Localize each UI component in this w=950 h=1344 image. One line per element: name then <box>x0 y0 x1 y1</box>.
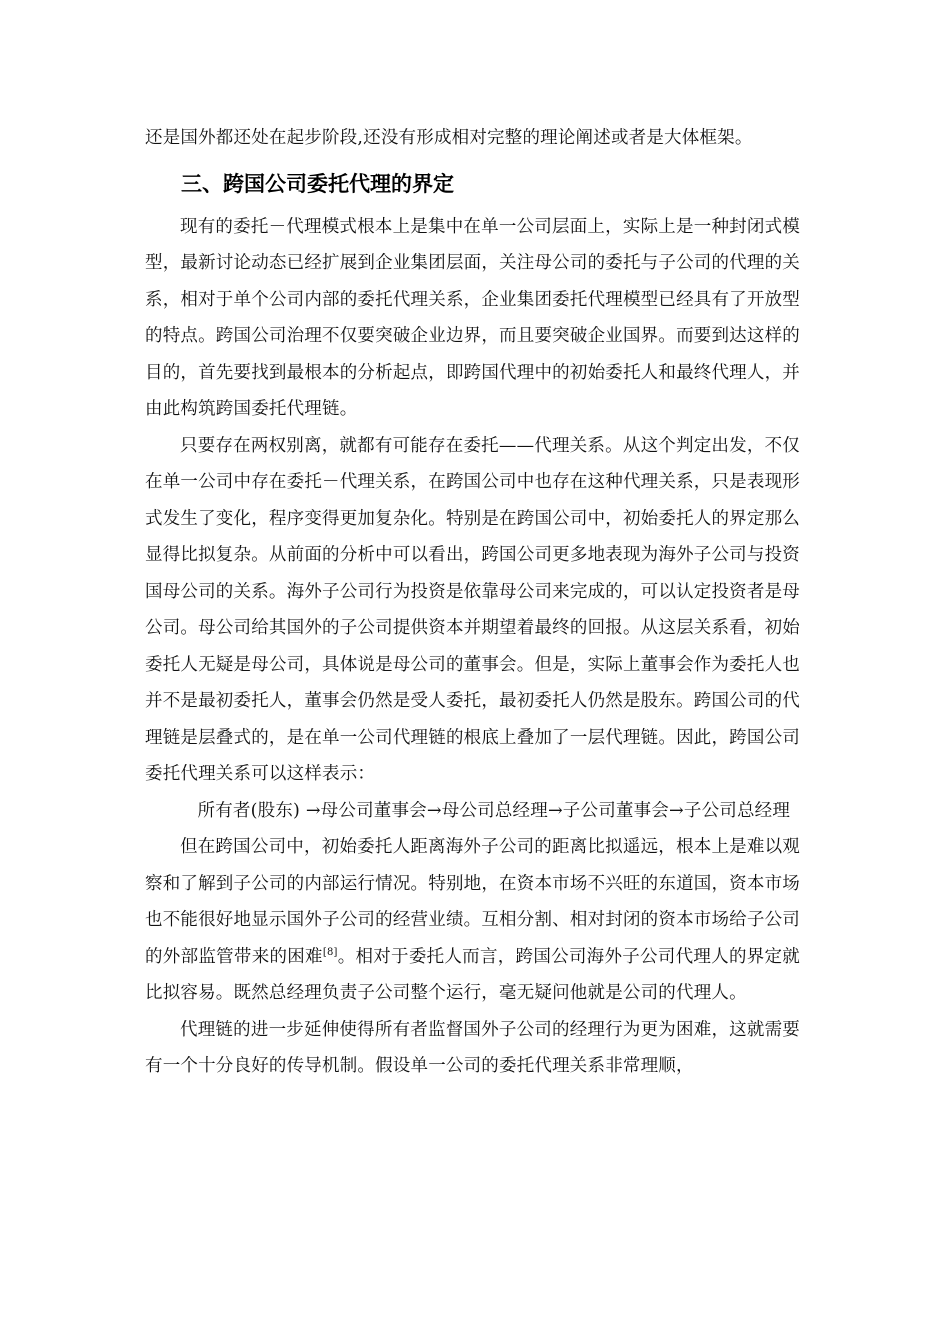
paragraph-agency-chain: 只要存在两权别离，就都有可能存在委托——代理关系。从这个判定出发，不仅在单一公司中存在委托－代理关系，在跨国公司中也存在这种代理关系，只是表现形式发生了变化，程序变得更加复杂化。特别是在跨国公司中，初始委托人的界定那么显得比拟复杂。从前面的分析中可以看出，跨国公司更多地表现为海外子公司与投资国母公司的关系。海外子公司行为投资是依靠母公司来完成的，可以认定投资者是母公司。母公司给其国外的子公司提供资本并期望着最终的回报。从这层关系看，初始委托人无疑是母公司，具体说是母公司的董事会。但是，实际上董事会作为委托人也并不是最初委托人，董事会仍然是受人委托，最初委托人仍然是股东。跨国公司的代理链是层叠式的，是在单一公司代理链的根底上叠加了一层代理链。因此，跨国公司委托代理关系可以这样表示： <box>145 435 800 784</box>
agency-chain-formula: 所有者(股东) →母公司董事会→母公司总经理→子公司董事会→子公司总经理 <box>197 800 791 821</box>
paragraph-distance-monitoring <box>145 829 800 1012</box>
paragraph-principal-agent-model: 现有的委托－代理模式根本上是集中在单一公司层面上，实际上是一种封闭式模型，最新讨论动态已经扩展到企业集团层面，关注母公司的委托与子公司的代理的关系，相对于单个公司内部的委托代理关系，企业集团委托代理模型已经具有了开放型的特点。跨国公司治理不仅要突破企业边界，而且要突破企业国界。而要到达这样的目的，首先要找到最根本的分析起点，即跨国代理中的初始委托人和最终代理人，并由此构筑跨国委托代理链。 <box>145 216 800 419</box>
paragraph-transmission-mechanism: 代理链的进一步延伸使得所有者监督国外子公司的经理行为更为困难，这就需要有一个十分良好的传导机制。假设单一公司的委托代理关系非常理顺， <box>145 1019 800 1076</box>
paragraph-text-after-ref: 。相对于委托人而言，跨国公司海外子公司代理人的界定就比拟容易。既然总经理负责子公司整个运行，毫无疑问他就是公司的代理人。 <box>145 946 800 1003</box>
citation-reference: [8] <box>322 946 338 958</box>
paragraph-continuation: 还是国外都还处在起步阶段,还没有形成相对完整的理论阐述或者是大体框架。 <box>145 128 753 148</box>
section-heading: 三、跨国公司委托代理的界定 <box>181 171 454 196</box>
paragraph-text-before-ref: 但在跨国公司中，初始委托人距离海外子公司的距离比拟遥远，根本上是难以观察和了解到子公司的内部运行情况。特别地，在资本市场不兴旺的东道国，资本市场也不能很好地显示国外子公司的经营业绩。互相分割、相对封闭的资本市场给子公司的外部监管带来的困难 <box>145 837 800 967</box>
page-content <box>145 120 800 1085</box>
